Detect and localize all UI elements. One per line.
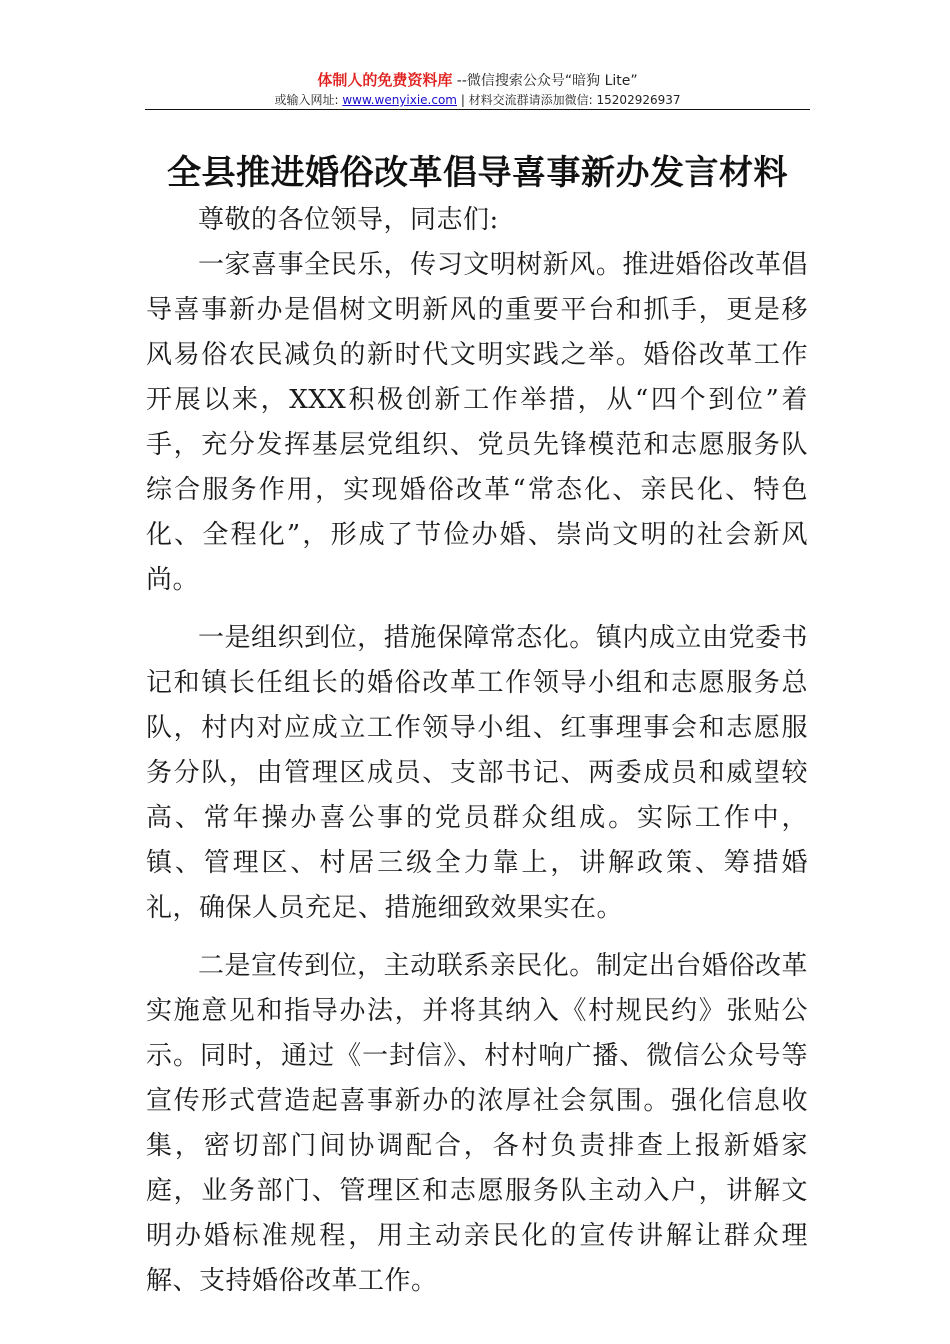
header-line-2 — [145, 91, 810, 109]
header-url-label: 或输入网址: — [274, 93, 343, 107]
header-line-1 — [145, 70, 810, 91]
header-search-hint: --微信搜索公众号“暗狗 Lite” — [452, 73, 638, 89]
salutation: 尊敬的各位领导，同志们: — [198, 205, 499, 235]
header-brand: 体制人的免费资料库 — [317, 71, 453, 89]
paragraph-publicity: 二是宣传到位，主动联系亲民化。制定出台婚俗改革实施意见和指导办法，并将其纳入《村规民约》张贴公示。同时，通过《一封信》、村村响广播、微信公众号等宣传形式营造起喜事新办的浓厚社会氛围。强化信息收集，密切部门间协调配合，各村负责排查上报新婚家庭，业务部门、管理区和志愿服务队主动入户，讲解文明办婚标准规程，用主动亲民化的宣传讲解让群众理解、支持婚俗改革工作。 — [146, 951, 808, 1296]
page-header — [145, 70, 810, 109]
document-body — [146, 198, 808, 1304]
document-title: 全县推进婚俗改革倡导喜事新办发言材料 — [167, 153, 788, 193]
paragraph-organization: 一是组织到位，措施保障常态化。镇内成立由党委书记和镇长任组长的婚俗改革工作领导小组和志愿服务总队，村内对应成立工作领导小组、红事理事会和志愿服务分队，由管理区成员、支部书记、两委成员和威望较高、常年操办喜公事的党员群众组成。实际工作中，镇、管理区、村居三级全力靠上，讲解政策、筹措婚礼，确保人员充足、措施细致效果实在。 — [146, 623, 808, 923]
header-url-link[interactable]: www.wenyixie.com — [342, 93, 457, 107]
header-divider — [145, 109, 810, 110]
paragraph-intro: 一家喜事全民乐，传习文明树新风。推进婚俗改革倡导喜事新办是倡树文明新风的重要平台和抓手，更是移风易俗农民减负的新时代文明实践之举。婚俗改革工作开展以来，XXX积极创新工作举措，从“四个到位”着手，充分发挥基层党组织、党员先锋模范和志愿服务队综合服务作用，实现婚俗改革“常态化、亲民化、特色化、全程化”，形成了节俭办婚、崇尚文明的社会新风尚。 — [146, 250, 808, 595]
header-contact: | 材料交流群请添加微信: 15202926937 — [457, 93, 681, 107]
